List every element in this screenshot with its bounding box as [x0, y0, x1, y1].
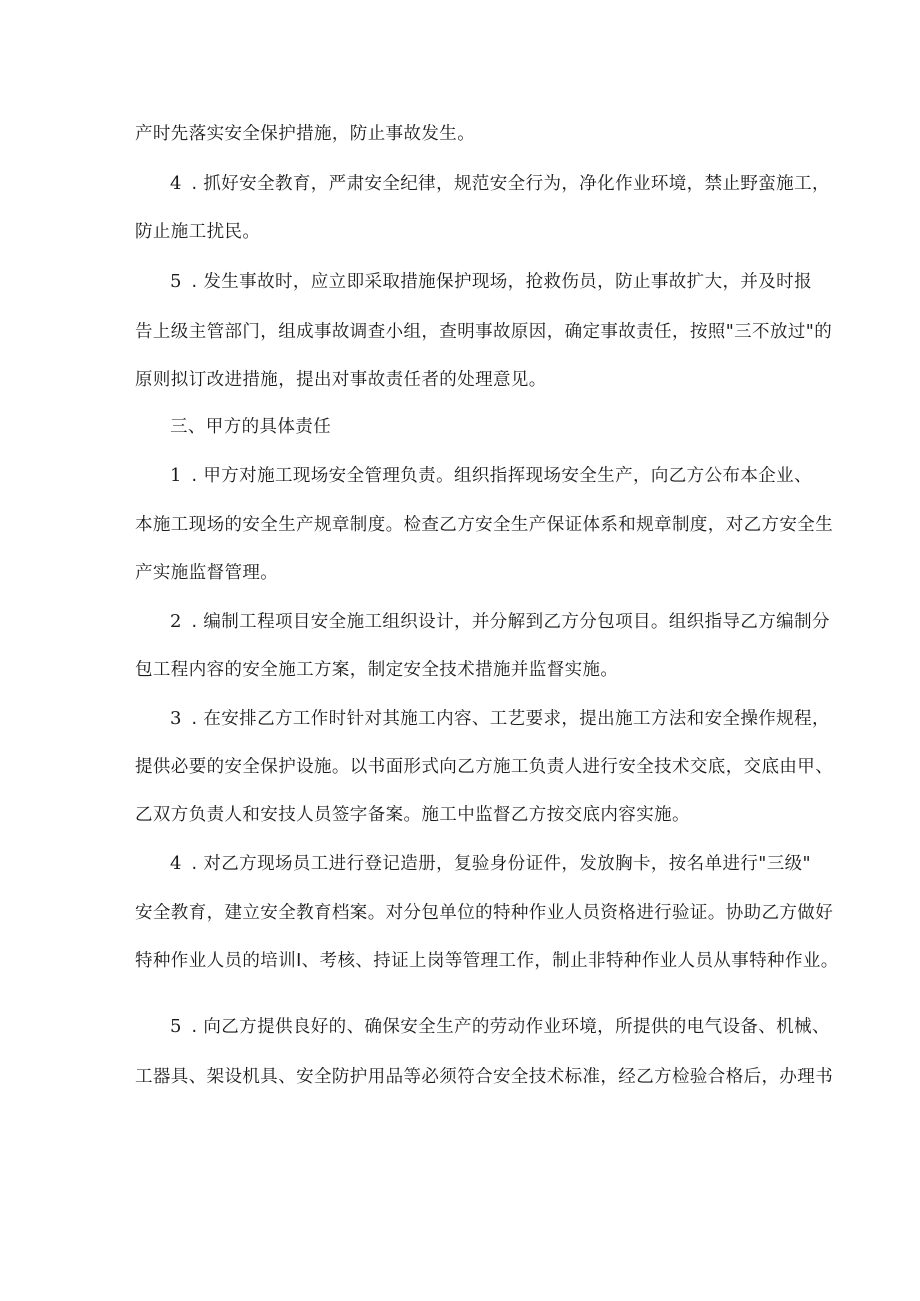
- paragraph-text: . 发生事故时，应立即采取措施保护现场，抢救伤员，防止事故扩大，并及时报: [191, 272, 812, 292]
- item-number: 4: [170, 173, 182, 194]
- paragraph-line: 原则拟订改进措施，提出对事故责任者的处理意见。: [135, 370, 547, 390]
- section-heading: 三、甲方的具体责任: [170, 417, 332, 437]
- item-number: 5: [170, 1016, 182, 1037]
- paragraph-line: 产实施监督管理。: [135, 563, 279, 583]
- item-number: 3: [170, 708, 182, 729]
- paragraph-text: . 抓好安全教育，严肃安全纪律，规范安全行为，净化作业环境，禁止野蛮施工，: [191, 174, 830, 194]
- paragraph-line: 安全教育，建立安全教育档案。对分包单位的特种作业人员资格进行验证。协助乙方做好: [135, 903, 834, 923]
- item-number: 2: [170, 611, 182, 632]
- paragraph-first-line: [170, 172, 830, 196]
- paragraph-line: 防止施工扰民。: [135, 222, 261, 242]
- item-number: 4: [170, 853, 182, 874]
- paragraph-line: 乙双方负责人和安技人员签字备案。施工中监督乙方按交底内容实施。: [135, 805, 690, 825]
- item-number: 5: [170, 271, 182, 292]
- paragraph-text: . 编制工程项目安全施工组织设计，并分解到乙方分包项目。组织指导乙方编制分: [191, 612, 830, 632]
- paragraph-first-line: [170, 464, 812, 488]
- item-number: 1: [170, 465, 182, 486]
- paragraph-first-line: [170, 852, 811, 876]
- paragraph-text: . 甲方对施工现场安全管理负责。组织指挥现场安全生产，向乙方公布本企业、: [191, 466, 812, 486]
- paragraph-text: . 对乙方现场员工进行登记造册，复验身份证件，发放胸卡，按名单进行"三级": [191, 854, 811, 874]
- paragraph-line: 提供必要的安全保护设施。以书面形式向乙方施工负责人进行安全技术交底，交底由甲、: [135, 757, 834, 777]
- paragraph-text: . 向乙方提供良好的、确保安全生产的劳动作业环境，所提供的电气设备、机械、: [191, 1017, 830, 1037]
- paragraph-first-line: [170, 270, 812, 294]
- paragraph-line: 包工程内容的安全施工方案，制定安全技术措施并监督实施。: [135, 660, 619, 680]
- paragraph-first-line: [170, 1015, 830, 1039]
- paragraph-line: 产时先落实安全保护措施，防止事故发生。: [135, 124, 476, 144]
- paragraph-line: 工器具、架设机具、安全防护用品等必须符合安全技术标准，经乙方检验合格后，办理书: [135, 1067, 834, 1087]
- paragraph-line: 告上级主管部门，组成事故调查小组，查明事故原因，确定事故责任，按照"三不放过"的: [135, 322, 833, 342]
- paragraph-text: . 在安排乙方工作时针对其施工内容、工艺要求，提出施工方法和安全操作规程，: [191, 709, 830, 729]
- paragraph-first-line: [170, 707, 830, 731]
- paragraph-line: 特种作业人员的培训Ⅰ、考核、持证上岗等管理工作，制止非特种作业人员从事特种作业。: [135, 951, 839, 971]
- paragraph-first-line: [170, 610, 830, 634]
- paragraph-line: 本施工现场的安全生产规章制度。检查乙方安全生产保证体系和规章制度，对乙方安全生: [135, 515, 834, 535]
